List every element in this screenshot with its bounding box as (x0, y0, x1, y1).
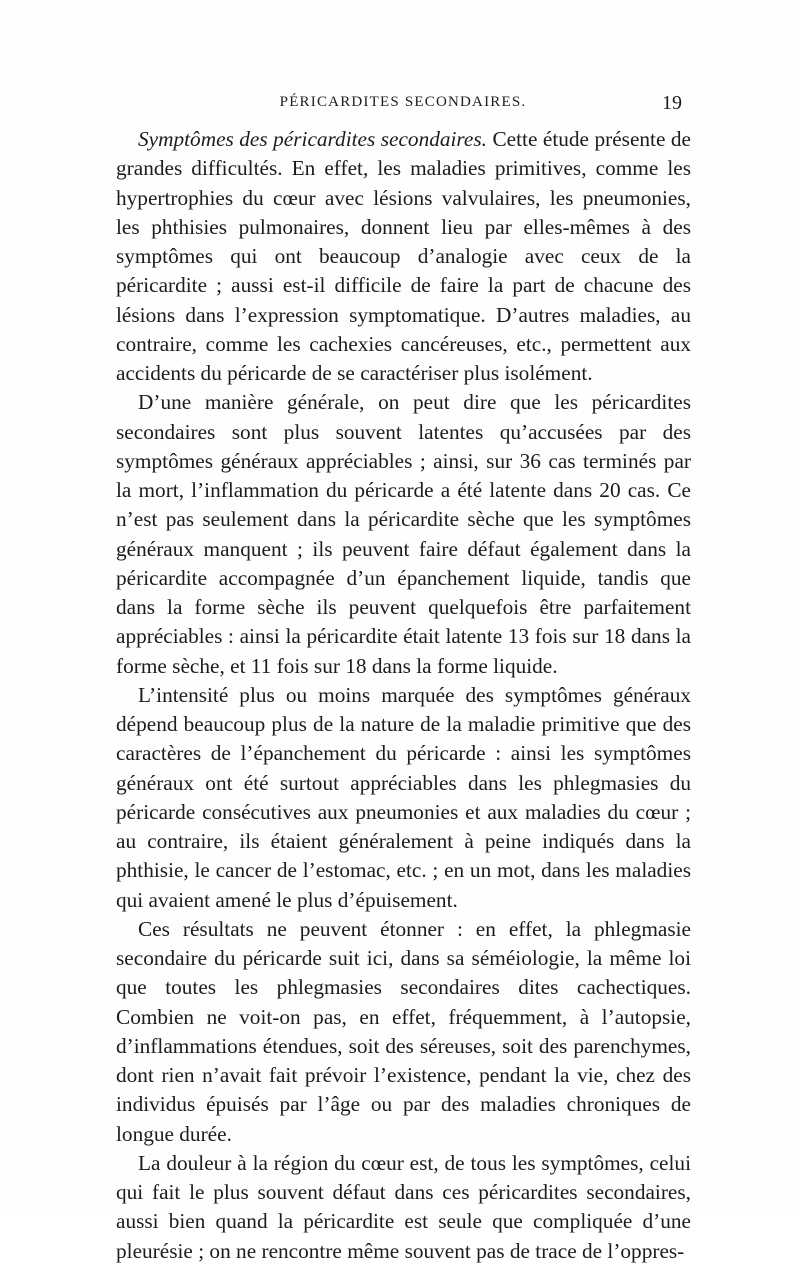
running-title: PÉRICARDITES SECONDAIRES. (279, 94, 527, 110)
paragraph-text: L’intensité plus ou moins marquée des symptômes généraux dépend beaucoup plus de la nature de la maladie primitive que des caractères de l’épanchement du péricarde : ainsi les symptômes généraux ont été surtout appréciables dans les phlegmasies du péricarde consécutives aux pneumonies et aux maladies du cœur ; au contraire, ils étaient généralement à peine indiqués dans la phthisie, le cancer de l’estomac, etc. ; en un mot, dans les maladies qui avaient amené le plus d’épuisement. (116, 682, 691, 912)
paragraph-results (116, 915, 691, 1149)
paragraph-symptoms (116, 125, 691, 388)
paragraph-text: Cette étude présente de grandes difficultés. En effet, les maladies primitives, comme les hypertrophies du cœur avec lésions valvulaires, les pneumonies, les phthisies pulmonaires, donnent lieu par elles-mêmes à des symptômes qui ont beaucoup d’analogie avec ceux de la péricardite ; aussi est-il difficile de faire la part de chacune des lésions dans l’expression symptomatique. D’autres maladies, au contraire, comme les cachexies cancéreuses, etc., permettent aux accidents du péricarde de se caractériser plus isolément. (116, 127, 691, 385)
page-number: 19 (662, 92, 682, 114)
body-text (116, 125, 691, 1266)
paragraph-pain (116, 1149, 691, 1266)
paragraph-text: D’une manière générale, on peut dire que les péricardites secondaires sont plus souvent latentes qu’accusées par des symptômes généraux appréciables ; ainsi, sur 36 cas terminés par la mort, l’inflammation du péricarde a été latente dans 20 cas. Ce n’est pas seulement dans la péricardite sèche que les symptômes généraux manquent ; ils peuvent faire défaut également dans la péricardite accompagnée d’un épanchement liquide, tandis que dans la forme sèche ils peuvent quelquefois être parfaitement appréciables : ainsi la péricardite était latente 13 fois sur 18 dans la forme sèche, et 11 fois sur 18 dans la forme liquide. (116, 390, 691, 678)
paragraph-intensity (116, 681, 691, 915)
running-head (118, 94, 688, 120)
paragraph-text: La douleur à la région du cœur est, de tous les symptômes, celui qui fait le plus souvent défaut dans ces péricardites secondaires, aussi bien quand la péricardite est seule que compliquée d’une pleurésie ; on ne rencontre même souvent pas de trace de l’oppres- (116, 1150, 691, 1263)
paragraph-latency (116, 388, 691, 681)
paragraph-text: Ces résultats ne peuvent étonner : en effet, la phlegmasie secondaire du péricarde suit ici, dans sa séméiologie, la même loi que toutes les phlegmasies secondaires dites cachectiques. Combien ne voit-on pas, en effet, fréquemment, à l’autopsie, d’inflammations étendues, soit des séreuses, soit des parenchymes, dont rien n’avait fait prévoir l’existence, pendant la vie, chez des individus épuisés par l’âge ou par des maladies chroniques de longue durée. (116, 916, 691, 1146)
section-lead: Symptômes des péricardites secondaires. (138, 127, 487, 151)
